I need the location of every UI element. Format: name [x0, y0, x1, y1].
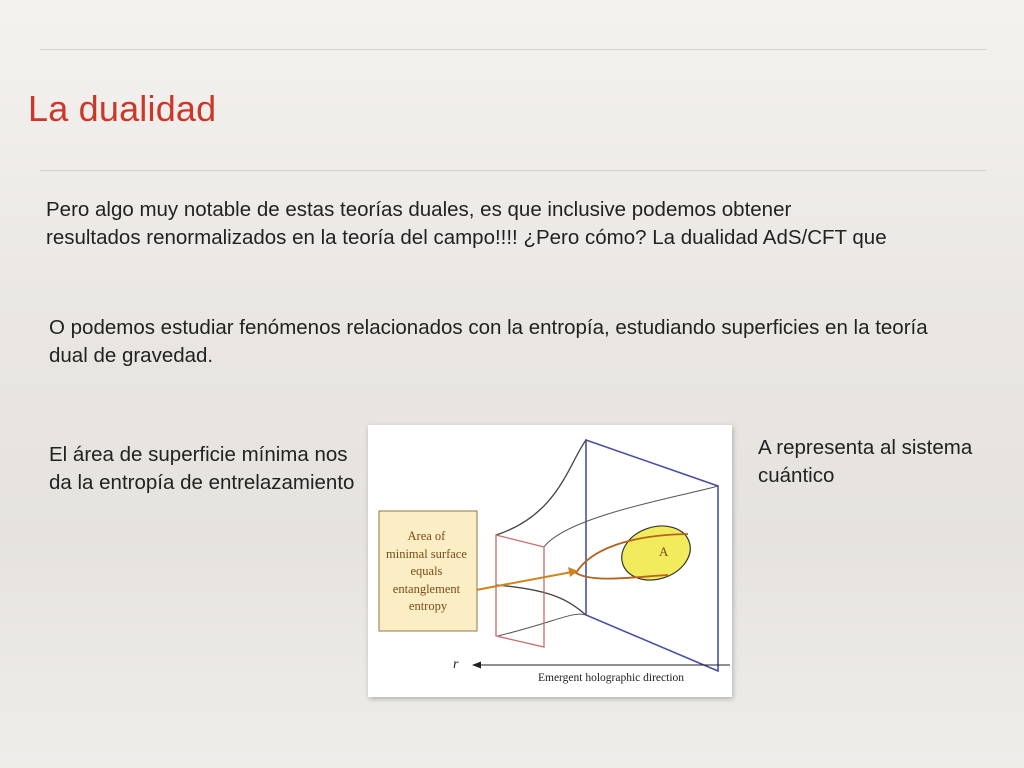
paragraph-renormalized-line1: Pero algo muy notable de estas teorías duales, es que inclusive podemos obtener [46, 198, 792, 221]
funnel-upper-curve [496, 440, 586, 535]
title-divider [40, 170, 986, 171]
axis-caption: Emergent holographic direction [537, 672, 685, 684]
region-a-label: A [659, 544, 669, 559]
pointer-arrow [476, 572, 572, 590]
figure-illustration [368, 425, 732, 697]
paragraph-renormalized-line2: resultados renormalizados en la teoría del campo!!!! ¿Pero cómo? La dualidad AdS/CFT que [46, 226, 887, 249]
info-box-line: entanglement [392, 582, 461, 596]
holographic-axis-arrowhead [472, 662, 481, 669]
holographic-entanglement-figure [368, 425, 732, 697]
paragraph-minimal-surface: El área de superficie mínima nos da la entropía de entrelazamiento [49, 443, 355, 494]
funnel-bottom-curve [498, 614, 586, 636]
paragraph-entropy: O podemos estudiar fenómenos relacionados con la entropía, estudiando superficies en la teoría dual de gravedad. [49, 316, 928, 367]
paragraph-region-a: A representa al sistema cuántico [758, 436, 973, 487]
funnel-lower-curve [496, 585, 586, 615]
top-divider [40, 49, 986, 50]
slide-title: La dualidad [28, 88, 217, 129]
info-box-line: equals [410, 564, 443, 578]
paragraph-renormalized [46, 196, 1024, 252]
info-box-line: entropy [408, 599, 448, 613]
info-box-line: minimal surface [386, 547, 467, 561]
pointer-arrowhead [568, 567, 578, 577]
axis-symbol: r [453, 657, 459, 672]
info-box-line: Area of [407, 529, 446, 543]
